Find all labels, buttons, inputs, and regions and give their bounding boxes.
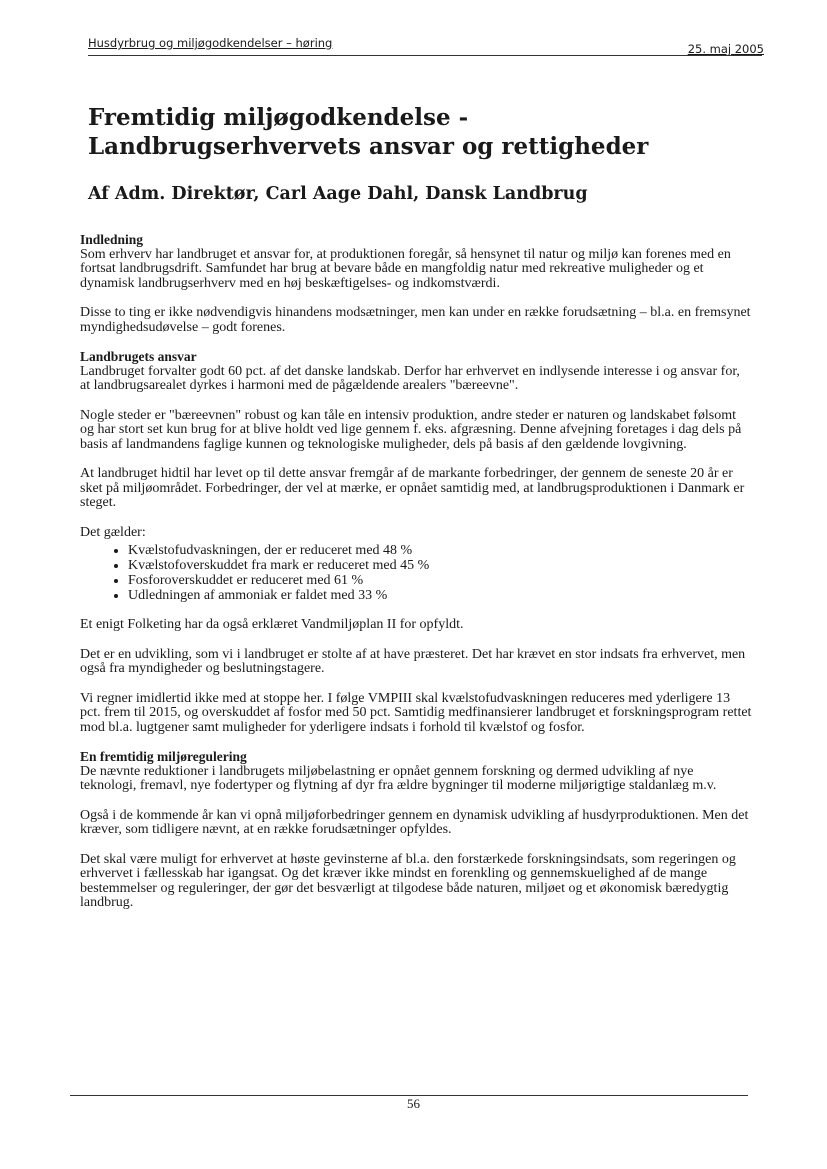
paragraph: Nogle steder er "bæreevnen" robust og kan tåle en intensiv produktion, andre steder er naturen og landskabet følsomt og har stort set kun brug for at blive holdt ved lige gennem f. eks. afgræsning. Denne afvejning foretages i dag dels på basis af landmandens faglige kunnen og teknologiske muligheder, dels på basis af den gældende lovgivning.: [80, 407, 742, 452]
paragraph: Det er en udvikling, som vi i landbruget er stolte af at have præsteret. Det har krævet en stor indsats fra erhvervet, men også fra myndigheder og beslutningstagere.: [80, 646, 746, 676]
list-item: • Udledningen af ammoniak er faldet med 33 %: [128, 588, 752, 603]
section-heading-intro: Indledning: [80, 232, 144, 247]
paragraph: Også i de kommende år kan vi opnå miljøforbedringer gennem en dynamisk udvikling af husdyrproduktionen. Men det kræver, som tidligere nævnt, at en række forudsætninger opfyldes.: [80, 807, 749, 837]
paragraph: Et enigt Folketing har da også erklæret Vandmiljøplan II for opfyldt.: [80, 617, 464, 632]
paragraph: Disse to ting er ikke nødvendigvis hinandens modsætninger, men kan under en række forudsætning – bl.a. en fremsynet myndighedsudøvelse – godt forenes.: [80, 305, 751, 335]
article-body: [80, 233, 752, 926]
paragraph: At landbruget hidtil har levet op til dette ansvar fremgår af de markante forbedringer, der gennem de seneste 20 år er sket på miljøområdet. Forbedringer, der vel at mærke, er opnået samtidig med, at landbrugsproduktionen i Danmark er steget.: [80, 466, 745, 510]
running-title: Husdyrbrug og miljøgodkendelser – høring: [88, 36, 333, 50]
running-header: [88, 34, 764, 56]
paragraph: Som erhverv har landbruget et ansvar for, at produktionen foregår, så hensynet til natur og miljø kan forenes med en fortsat landbrugsdrift. Samfundet har brug at bevare både en mangfoldig natur med rekreative muligheder og et dynamisk landbrugserhverv med en høj beskæftigelses- og indkomstværdi.: [80, 246, 731, 291]
paragraph: Det skal være muligt for erhvervet at høste gevinsterne af bl.a. den forstærkede forskningsindsats, som regeringen og erhvervet i fællesskab har igangsat. Og det kræver ikke mindst en forenkling og gennemskuelighed af de mange bestemmelser og reguleringer, der gør det besværligt at tilgodese både naturen, miljøet og et økonomisk bæredygtig landbrug.: [80, 851, 736, 910]
list-item: • Kvælstofoverskuddet fra mark er reduceret med 45 %: [128, 558, 752, 573]
section-heading-responsibility: Landbrugets ansvar: [80, 349, 197, 364]
list-item: • Kvælstofudvaskningen, der er reduceret med 48 %: [128, 543, 752, 558]
paragraph: Vi regner imidlertid ikke med at stoppe her. I følge VMPIII skal kvælstofudvaskningen reduceres med yderligere 13 pct. frem til 2015, og overskuddet af fosfor med 50 pct. Samtidig medfinansierer landbruget et forskningsprogram rettet mod bl.a. lugtgener samt muligheder for yderligere indsats i forhold til kvælstof og fosfor.: [80, 690, 752, 735]
article-title: Fremtidig miljøgodkendelse - Landbrugserhvervets ansvar og rettigheder: [88, 104, 649, 160]
page-number: 56: [407, 1096, 420, 1111]
section-heading-future: En fremtidig miljøregulering: [80, 749, 247, 764]
paragraph: De nævnte reduktioner i landbrugets miljøbelastning er opnået gennem forskning og dermed udvikling af nye teknologi, fremavl, nye fodertyper og flytning af dyr fra ældre bygninger til moderne miljørigtige staldanlæg m.v.: [80, 763, 717, 793]
article-byline: Af Adm. Direktør, Carl Aage Dahl, Dansk Landbrug: [88, 184, 588, 204]
bullet-list: [80, 543, 752, 603]
header-rule: [88, 55, 762, 56]
header-date: 25. maj 2005: [687, 42, 764, 56]
list-intro: Det gælder:: [80, 524, 146, 540]
list-item: • Fosforoverskuddet er reduceret med 61 %: [128, 573, 752, 588]
paragraph: Landbruget forvalter godt 60 pct. af det danske landskab. Derfor har erhvervet en indlysende interesse i og ansvar for, at landbrugsarealet dyrkes i harmoni med de pågældende arealers "bæreevne".: [80, 363, 740, 393]
